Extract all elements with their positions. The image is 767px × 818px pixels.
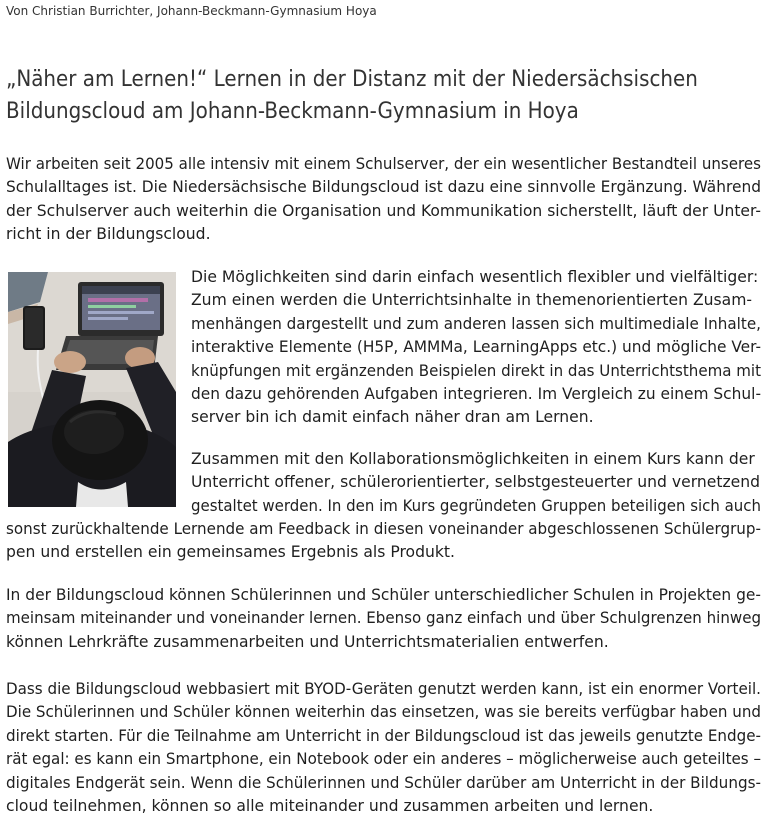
photo-illustration — [8, 272, 176, 507]
text-line: knüpfungen mit ergänzenden Beispielen direkt in das Unterrichtsthema mit — [191, 361, 762, 380]
paragraph-collaboration-wrapped — [191, 448, 767, 518]
text-line: Schulalltages ist. Die Niedersächsische Bildungscloud ist dazu eine sinnvolle Ergänzung. Während — [6, 178, 761, 197]
text-line: Die Schülerinnen und Schüler können weiterhin das einsetzen, was sie bereits verfügbar haben und — [6, 703, 761, 722]
text-line: den dazu gehörenden Aufgaben integrieren. Im Vergleich zu einem Schul- — [191, 385, 761, 404]
text-line: meinsam miteinander und voneinander lernen. Ebenso ganz einfach und über Schulgrenzen hinweg — [6, 609, 762, 628]
text-line: sonst zurückhaltende Lernende am Feedback in diesen voneinander abgeschlossenen Schülergrup- — [6, 520, 761, 538]
text-line: rät egal: es kann ein Smartphone, ein Notebook oder ein anderes – möglicherweise auch geteiltes – — [6, 750, 762, 769]
text-line: Die Möglichkeiten sind darin einfach wesentlich flexibler und vielfältiger: — [191, 268, 759, 286]
title-line: Bildungscloud am Johann-Beckmann-Gymnasium in Hoya — [6, 99, 579, 124]
paragraph-intro — [6, 153, 767, 247]
author-byline: Von Christian Burrichter, Johann-Beckmann-Gymnasium Hoya — [6, 4, 377, 18]
text-line: interaktive Elemente (H5P, AMMMa, LearningApps etc.) und mögliche Ver- — [191, 338, 762, 357]
text-line: Zusammen mit den Kollaborationsmöglichkeiten in einem Kurs kann der — [191, 450, 755, 468]
text-line: richt in der Bildungscloud. — [6, 225, 211, 244]
text-line: Unterricht offener, schülerorientierter, selbstgesteuerter und vernetzend — [191, 473, 761, 492]
paragraph-projects — [6, 584, 767, 654]
text-line: können Lehrkräfte zusammenarbeiten und Unterrichtsmaterialien entwerfen. — [6, 632, 609, 651]
text-line: gestaltet werden. In den im Kurs gegründeten Gruppen beteiligen sich auch — [191, 496, 762, 515]
title-line: „Näher am Lernen!“ Lernen in der Distanz mit der Niedersächsischen — [6, 67, 698, 92]
text-line: pen und erstellen ein gemeinsames Ergebnis als Produkt. — [6, 543, 455, 562]
text-line: Dass die Bildungscloud webbasiert mit BYOD-Geräten genutzt werden kann, ist ein enormer Vorteil. — [6, 680, 761, 698]
text-line: direkt starten. Für die Teilnahme am Unterricht in der Bildungscloud ist das jeweils genutzte Endge- — [6, 726, 761, 745]
text-line: menhängen dargestellt und zum anderen lassen sich multimediale Inhalte, — [191, 314, 761, 333]
article-title — [6, 64, 748, 128]
paragraph-byod — [6, 678, 767, 818]
text-line: digitales Endgerät sein. Wenn die Schülerinnen und Schüler darüber am Unterricht in der Bildungs- — [6, 773, 762, 792]
text-line: der Schulserver auch weiterhin die Organisation und Kommunikation sicherstellt, läuft der Unter- — [6, 201, 761, 220]
paragraph-possibilities — [191, 266, 767, 430]
text-line: Zum einen werden die Unterrichtsinhalte in themenorientierten Zusam- — [191, 291, 753, 310]
text-line: server bin ich damit einfach näher dran am Lernen. — [191, 408, 594, 427]
student-laptop-photo — [8, 272, 176, 507]
paragraph-collaboration-full — [6, 518, 767, 565]
text-line: Wir arbeiten seit 2005 alle intensiv mit einem Schulserver, der ein wesentlicher Bestandteil unseres — [6, 155, 761, 173]
text-line: In der Bildungscloud können Schülerinnen und Schüler unterschiedlicher Schulen in Projekten ge- — [6, 586, 762, 604]
text-line: cloud teilnehmen, können so alle miteinander und zusammen arbeiten und lernen. — [6, 797, 654, 816]
